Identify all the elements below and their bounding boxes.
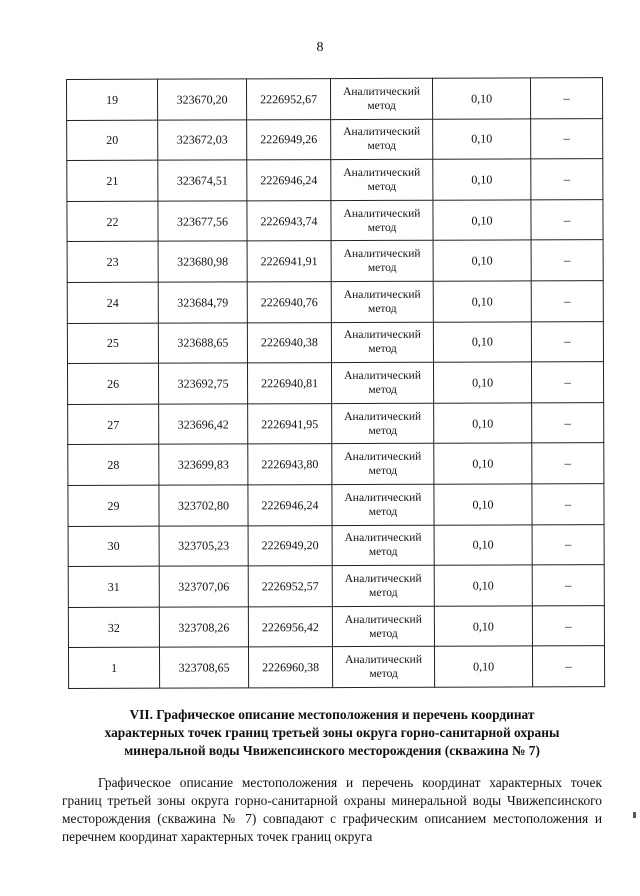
dash-cell: – bbox=[530, 78, 602, 119]
method-cell bbox=[331, 322, 433, 363]
y-coordinate-cell: 2226956,42 bbox=[248, 606, 332, 647]
method-line: Аналитический bbox=[344, 572, 422, 585]
method-cell bbox=[331, 159, 433, 200]
y-coordinate-cell: 2226949,20 bbox=[248, 525, 332, 566]
section-paragraph: Графическое описание местоположения и перечень координат характерных точек границ третьей зоны округа горно-санитарной охраны минеральной воды Чвижепсинского месторождения (скважина № 7) совпадают с графическим описанием местоположения и перечнем координат характерных точек границ округа bbox=[62, 775, 602, 844]
dash-cell: – bbox=[532, 484, 604, 525]
method-line: Аналитический bbox=[345, 653, 423, 667]
dash-cell: – bbox=[532, 646, 604, 687]
method-line: Аналитический bbox=[344, 532, 422, 545]
x-coordinate-cell: 323672,03 bbox=[158, 119, 247, 160]
point-number-cell: 31 bbox=[68, 566, 159, 607]
method-line: метод bbox=[369, 586, 398, 599]
method-cell bbox=[331, 362, 433, 403]
x-coordinate-cell: 323674,51 bbox=[158, 160, 247, 201]
method-line: метод bbox=[367, 99, 396, 112]
section-heading-line: минеральной воды Чвижепсинского месторождения (скважина № 7) bbox=[124, 743, 540, 758]
method-cell bbox=[332, 647, 434, 688]
dash-cell: – bbox=[532, 443, 604, 484]
precision-cell: 0,10 bbox=[434, 403, 532, 444]
method-cell bbox=[331, 281, 433, 322]
table-row bbox=[68, 524, 604, 566]
dash-cell: – bbox=[531, 321, 603, 362]
coordinates-table-body bbox=[67, 78, 605, 689]
method-cell bbox=[332, 444, 434, 485]
dash-cell: – bbox=[532, 402, 604, 443]
method-line: Аналитический bbox=[344, 491, 422, 504]
x-coordinate-cell: 323705,23 bbox=[159, 525, 248, 566]
y-coordinate-cell: 2226952,57 bbox=[248, 566, 332, 607]
section-heading-line: характерных точек границ третьей зоны округа горно-санитарной охраны bbox=[104, 725, 560, 740]
y-coordinate-cell: 2226943,74 bbox=[247, 200, 331, 241]
precision-cell: 0,10 bbox=[434, 484, 532, 525]
x-coordinate-cell: 323707,06 bbox=[159, 566, 248, 607]
dash-cell: – bbox=[532, 605, 604, 646]
method-line: метод bbox=[367, 221, 397, 234]
y-coordinate-cell: 2226940,76 bbox=[247, 282, 331, 323]
point-number-cell: 19 bbox=[67, 79, 158, 120]
table-row bbox=[67, 118, 603, 160]
method-cell bbox=[332, 606, 434, 647]
x-coordinate-cell: 323692,75 bbox=[158, 363, 247, 404]
method-line: метод bbox=[368, 302, 397, 315]
point-number-cell: 30 bbox=[68, 526, 159, 567]
y-coordinate-cell: 2226952,67 bbox=[247, 79, 331, 120]
precision-cell: 0,10 bbox=[434, 443, 532, 484]
method-line: Аналитический bbox=[344, 613, 422, 626]
x-coordinate-cell: 323684,79 bbox=[158, 282, 247, 323]
point-number-cell: 25 bbox=[67, 323, 158, 364]
table-row bbox=[68, 605, 604, 647]
section-heading-line: VII. Графическое описание местоположения и перечень координат bbox=[129, 707, 535, 722]
y-coordinate-cell: 2226940,38 bbox=[247, 322, 331, 363]
y-coordinate-cell: 2226946,24 bbox=[248, 485, 332, 526]
dash-cell: – bbox=[531, 118, 603, 159]
table-row bbox=[68, 443, 604, 485]
point-number-cell: 27 bbox=[68, 404, 159, 445]
method-line: метод bbox=[369, 667, 398, 681]
method-cell bbox=[332, 525, 434, 566]
method-line: метод bbox=[368, 383, 397, 396]
table-row bbox=[68, 484, 604, 526]
y-coordinate-cell: 2226940,81 bbox=[247, 363, 331, 404]
table-row bbox=[67, 240, 603, 282]
precision-cell: 0,10 bbox=[434, 606, 532, 647]
section-heading bbox=[62, 706, 602, 760]
point-number-cell: 32 bbox=[68, 607, 159, 648]
method-cell bbox=[331, 78, 433, 119]
y-coordinate-cell: 2226946,24 bbox=[247, 160, 331, 201]
method-cell bbox=[331, 241, 433, 282]
table-row bbox=[67, 321, 603, 363]
method-line: Аналитический bbox=[343, 207, 421, 220]
x-coordinate-cell: 323688,65 bbox=[158, 322, 247, 363]
precision-cell: 0,10 bbox=[433, 200, 531, 241]
method-line: Аналитический bbox=[344, 410, 422, 423]
precision-cell: 0,10 bbox=[434, 524, 532, 565]
point-number-cell: 23 bbox=[67, 242, 158, 283]
x-coordinate-cell: 323670,20 bbox=[158, 79, 247, 120]
dash-cell: – bbox=[531, 281, 603, 322]
table-row bbox=[67, 159, 603, 201]
x-coordinate-cell: 323696,42 bbox=[159, 404, 248, 445]
y-coordinate-cell: 2226949,26 bbox=[247, 119, 331, 160]
precision-cell: 0,10 bbox=[433, 362, 531, 403]
table-row bbox=[68, 565, 604, 607]
x-coordinate-cell: 323677,56 bbox=[158, 201, 247, 242]
method-cell bbox=[332, 403, 434, 444]
method-line: метод bbox=[368, 343, 397, 356]
x-coordinate-cell: 323680,98 bbox=[158, 241, 247, 282]
method-line: метод bbox=[367, 180, 397, 193]
precision-cell: 0,10 bbox=[433, 281, 531, 322]
method-line: метод bbox=[368, 464, 398, 478]
x-coordinate-cell: 323708,26 bbox=[159, 607, 248, 648]
precision-cell: 0,10 bbox=[433, 321, 531, 362]
table-row bbox=[68, 646, 604, 688]
y-coordinate-cell: 2226941,95 bbox=[248, 403, 332, 444]
dash-cell: – bbox=[531, 199, 603, 240]
point-number-cell: 21 bbox=[67, 160, 158, 201]
precision-cell: 0,10 bbox=[433, 159, 531, 200]
method-line: метод bbox=[369, 627, 398, 640]
method-line: Аналитический bbox=[343, 166, 421, 180]
method-line: метод bbox=[367, 262, 397, 275]
table-row bbox=[67, 281, 603, 323]
point-number-cell: 22 bbox=[67, 201, 158, 242]
scan-mark bbox=[633, 812, 636, 818]
method-line: Аналитический bbox=[343, 288, 421, 301]
method-line: Аналитический bbox=[344, 450, 422, 464]
method-line: метод bbox=[368, 546, 398, 559]
table-row bbox=[67, 199, 603, 241]
point-number-cell: 20 bbox=[67, 120, 158, 161]
method-line: метод bbox=[367, 140, 397, 153]
x-coordinate-cell: 323699,83 bbox=[159, 444, 248, 485]
method-line: метод bbox=[368, 424, 398, 437]
precision-cell: 0,10 bbox=[434, 646, 532, 687]
dash-cell: – bbox=[532, 565, 604, 606]
precision-cell: 0,10 bbox=[432, 78, 530, 119]
method-line: Аналитический bbox=[343, 329, 421, 342]
precision-cell: 0,10 bbox=[433, 240, 531, 281]
dash-cell: – bbox=[531, 240, 603, 281]
y-coordinate-cell: 2226941,91 bbox=[247, 241, 331, 282]
precision-cell: 0,10 bbox=[434, 565, 532, 606]
point-number-cell: 28 bbox=[68, 445, 159, 486]
method-line: Аналитический bbox=[343, 85, 421, 98]
method-line: Аналитический bbox=[343, 126, 421, 139]
table-row bbox=[68, 402, 604, 444]
method-line: Аналитический bbox=[343, 247, 421, 261]
point-number-cell: 29 bbox=[68, 485, 159, 526]
y-coordinate-cell: 2226943,80 bbox=[248, 444, 332, 485]
x-coordinate-cell: 323708,65 bbox=[159, 647, 248, 688]
method-cell bbox=[332, 484, 434, 525]
method-cell bbox=[331, 119, 433, 160]
point-number-cell: 1 bbox=[68, 647, 159, 688]
table-row bbox=[67, 78, 603, 120]
dash-cell: – bbox=[531, 362, 603, 403]
method-line: Аналитический bbox=[344, 369, 422, 382]
method-cell bbox=[332, 565, 434, 606]
point-number-cell: 24 bbox=[67, 282, 158, 323]
dash-cell: – bbox=[532, 524, 604, 565]
y-coordinate-cell: 2226960,38 bbox=[248, 647, 332, 688]
page-number: 8 bbox=[316, 40, 324, 55]
point-number-cell: 26 bbox=[67, 363, 158, 404]
method-cell bbox=[331, 200, 433, 241]
method-line: метод bbox=[368, 505, 398, 518]
dash-cell: – bbox=[531, 159, 603, 200]
precision-cell: 0,10 bbox=[433, 118, 531, 159]
table-row bbox=[67, 362, 603, 404]
x-coordinate-cell: 323702,80 bbox=[159, 485, 248, 526]
coordinates-table bbox=[66, 77, 605, 689]
